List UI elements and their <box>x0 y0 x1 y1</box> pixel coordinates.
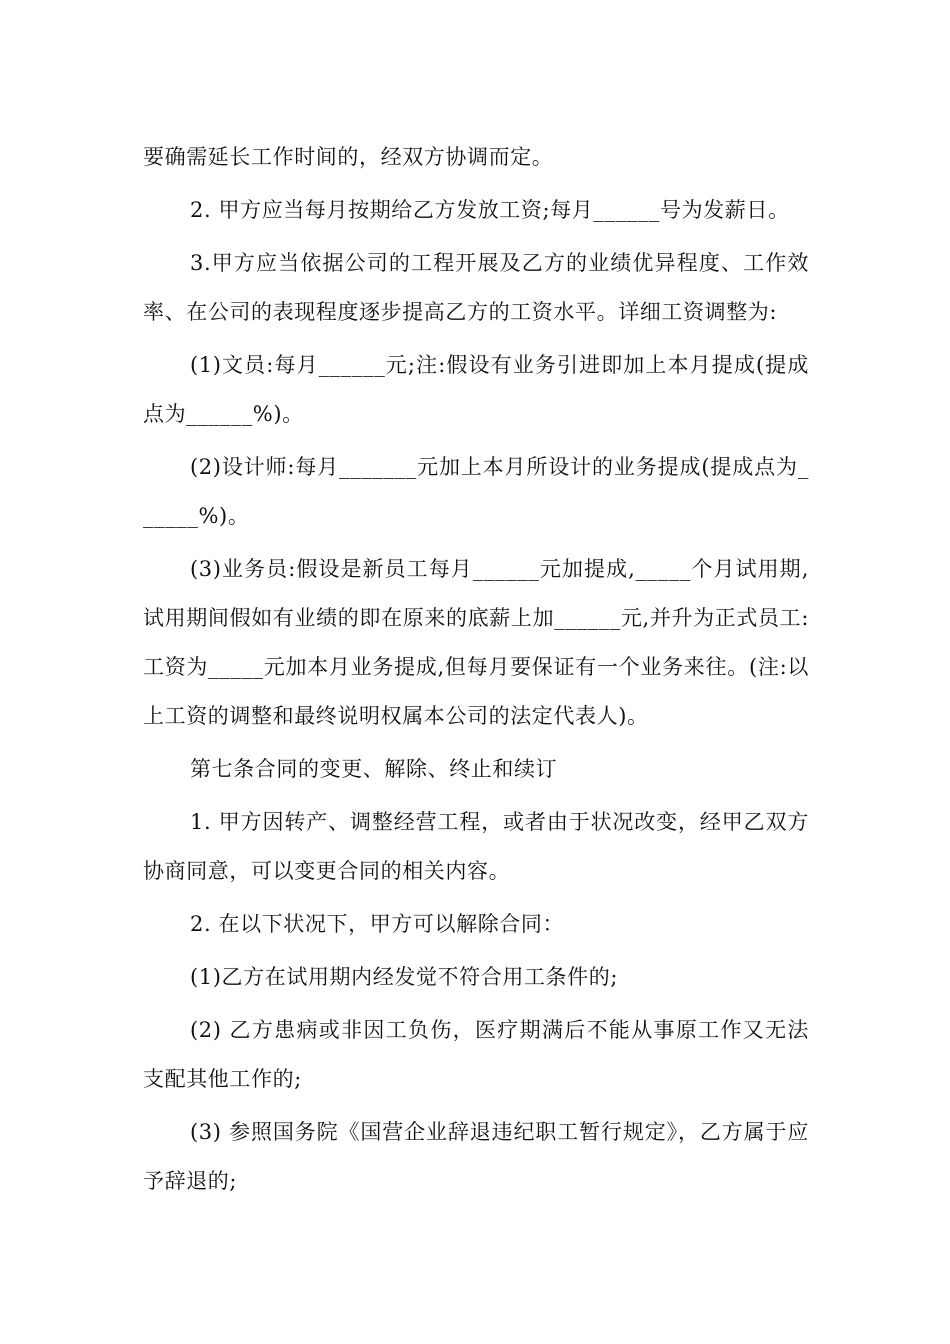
document-body <box>143 133 809 1210</box>
paragraph-designer-salary: (2)设计师:每月_______元加上本月所设计的业务提成(提成点为______%)。 <box>143 455 809 528</box>
paragraph-salary-adjustment: 3.甲方应当依据公司的工程开展及乙方的业绩优异程度、工作效率、在公司的表现程度逐步提高乙方的工资水平。详细工资调整为: <box>143 251 809 324</box>
paragraph-salesperson-salary: (3)业务员:假设是新员工每月______元加提成,_____个月试用期,试用期间假如有业绩的即在原来的底薪上加______元,并升为正式员工:工资为_____元加本月业务提成,但每月要保证有一个业务来往。(注:以上工资的调整和最终说明权属本公司的法定代表人)。 <box>143 557 809 728</box>
paragraph-overtime-continuation: 要确需延长工作时间的，经双方协调而定。 <box>143 145 554 169</box>
paragraph-termination-conditions: 2. 在以下状况下，甲方可以解除合同： <box>190 912 565 936</box>
section-heading-article-7: 第七条合同的变更、解除、终止和续订 <box>190 757 558 781</box>
paragraph-salary-payday: 2. 甲方应当每月按期给乙方发放工资;每月______号为发薪日。 <box>190 198 790 222</box>
paragraph-termination-item-1: (1)乙方在试用期内经发觉不符合用工条件的; <box>190 965 619 989</box>
paragraph-clerk-salary: (1)文员:每月______元;注:假设有业务引进即加上本月提成(提成点为______%)。 <box>143 353 809 426</box>
paragraph-termination-item-2: (2) 乙方患病或非因工负伤，医疗期满后不能从事原工作又无法支配其他工作的; <box>143 1018 809 1091</box>
paragraph-contract-change: 1. 甲方因转产、调整经营工程，或者由于状况改变，经甲乙双方协商同意，可以变更合同的相关内容。 <box>143 810 809 883</box>
paragraph-termination-item-3: (3) 参照国务院《国营企业辞退违纪职工暂行规定》，乙方属于应予辞退的; <box>143 1120 809 1193</box>
